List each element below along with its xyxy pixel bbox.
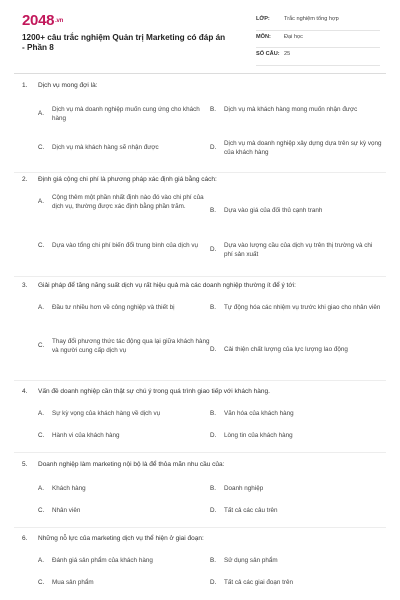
option-c[interactable] (38, 242, 210, 251)
question-number: 5. (22, 461, 28, 468)
option-text: Tự động hóa các nhiệm vụ trước khi giao cho nhân viên (224, 304, 381, 311)
option-letter: C. (38, 507, 45, 514)
logo-text: 2048 (22, 12, 55, 29)
option-letter: A. (38, 110, 44, 118)
option-text: Sự kỳ vọng của khách hàng về dịch vụ (52, 410, 161, 417)
option-text: Mua sản phẩm (52, 579, 94, 586)
option-d[interactable] (210, 432, 382, 441)
option-letter: C. (38, 579, 45, 586)
document-title: 1200+ câu trắc nghiệm Quản trị Marketing có đáp án - Phần 8 (22, 33, 226, 52)
option-b[interactable] (210, 304, 382, 313)
option-text: Doanh nghiệp (224, 485, 264, 492)
option-letter: D. (210, 144, 217, 152)
question-text: Định giá cộng chi phí là phương pháp xác định giá bằng cách: (38, 176, 217, 183)
option-a[interactable] (38, 557, 210, 566)
option-letter: B. (210, 304, 216, 311)
question-text: Vấn đề doanh nghiệp cần thật sự chú ý trong quá trình giao tiếp với khách hàng. (38, 388, 270, 395)
question-divider (14, 527, 386, 528)
option-text: Cải thiện chất lượng của lực lượng lao động (224, 346, 348, 353)
question-number: 1. (22, 82, 28, 89)
option-text: Thay đổi phương thức tác động qua lại giữa khách hàng và người cung cấp dịch vụ (52, 338, 210, 354)
question-number: 6. (22, 535, 28, 542)
meta-label: MÔN: (256, 33, 271, 40)
option-text: Tất cả các giai đoạn trên (224, 579, 293, 586)
option-letter: A. (38, 557, 44, 564)
option-text: Khách hàng (52, 485, 86, 492)
option-letter: C. (38, 242, 45, 249)
option-a[interactable] (38, 106, 210, 123)
option-c[interactable] (38, 507, 210, 516)
question-header (22, 82, 382, 90)
option-text: Dựa vào tổng chi phí biến đổi trung bình của dịch vụ (52, 242, 198, 249)
question-header (22, 461, 382, 469)
option-b[interactable] (210, 410, 382, 419)
option-letter: B. (210, 557, 216, 564)
meta-label: SỐ CÂU: (256, 51, 280, 57)
option-letter: C. (38, 432, 45, 439)
option-text: Dịch vụ mà doanh nghiệp xây dựng dựa trên sự kỳ vọng của khách hàng (224, 140, 382, 156)
option-a[interactable] (38, 410, 210, 419)
option-letter: B. (210, 410, 216, 417)
question-divider (14, 380, 386, 381)
option-text: Nhân viên (52, 507, 81, 514)
option-text: Văn hóa của khách hàng (224, 410, 294, 417)
option-letter: D. (210, 346, 217, 353)
option-text: Lòng tin của khách hàng (224, 432, 293, 439)
question-text: Giải pháp để tăng năng suất dịch vụ rất hiệu quả mà các doanh nghiệp thường ít để ý tới: (38, 282, 296, 289)
option-letter: D. (210, 507, 217, 514)
option-letter: B. (210, 485, 216, 492)
option-text: Dựa vào lượng cầu của dịch vụ trên thị trường và chi phí sản xuất (224, 242, 373, 258)
question-number: 2. (22, 176, 28, 183)
question-divider (14, 172, 386, 173)
option-b[interactable] (210, 557, 382, 566)
option-c[interactable] (38, 338, 210, 355)
question-divider (14, 452, 386, 453)
option-d[interactable] (210, 242, 382, 259)
option-text: Đánh giá sản phẩm của khách hàng (52, 557, 153, 564)
option-letter: A. (38, 304, 44, 311)
option-text: Dịch vụ mà khách hàng mong muốn nhận được (224, 106, 358, 113)
option-d[interactable] (210, 140, 382, 157)
option-letter: D. (210, 246, 217, 254)
meta-value: 25 (284, 51, 291, 57)
option-letter: D. (210, 579, 217, 586)
option-a[interactable] (38, 485, 210, 494)
option-letter: A. (38, 485, 44, 492)
question-header (22, 535, 382, 543)
option-letter: B. (210, 106, 216, 113)
option-a[interactable] (38, 194, 210, 211)
option-letter: A. (38, 410, 44, 417)
option-text: Hành vi của khách hàng (52, 432, 120, 439)
option-b[interactable] (210, 207, 382, 216)
option-d[interactable] (210, 507, 382, 516)
option-c[interactable] (38, 579, 210, 588)
option-text: Tất cả các câu trên (224, 507, 278, 514)
meta-value: Trắc nghiệm tổng hợp (284, 16, 339, 22)
logo-suffix: .vn (55, 18, 63, 25)
question-text: Doanh nghiệp làm marketing nội bộ là để thỏa mãn nhu cầu của: (38, 461, 225, 468)
document-meta (256, 16, 380, 69)
option-text: Dựa vào giá của đối thủ cạnh tranh (224, 207, 323, 214)
header-divider (14, 73, 386, 74)
option-b[interactable] (210, 485, 382, 494)
question-header (22, 282, 382, 290)
option-letter: C. (38, 342, 45, 350)
question-number: 3. (22, 282, 28, 289)
option-d[interactable] (210, 579, 382, 588)
question-text: Dịch vụ mong đợi là: (38, 82, 98, 89)
option-a[interactable] (38, 304, 210, 313)
question-text: Những nỗ lực của marketing dịch vụ thể hiện ở giai đoạn: (38, 535, 204, 542)
meta-row-count (256, 51, 380, 66)
option-text: Dịch vụ mà doanh nghiệp muốn cung ứng cho khách hàng (52, 106, 200, 122)
option-text: Sử dụng sản phẩm (224, 557, 278, 564)
option-letter: C. (38, 144, 45, 151)
question-divider (14, 276, 386, 277)
option-c[interactable] (38, 144, 210, 153)
option-b[interactable] (210, 106, 382, 115)
option-letter: B. (210, 207, 216, 214)
meta-value: Đại học (284, 33, 303, 40)
option-c[interactable] (38, 432, 210, 441)
question-header (22, 388, 382, 396)
option-text: Đầu tư nhiều hơn về công nghiệp và thiết bị (52, 304, 175, 311)
option-text: Dịch vụ mà khách hàng sẽ nhận được (52, 144, 159, 151)
option-d[interactable] (210, 346, 382, 355)
question-header (22, 176, 382, 184)
option-letter: A. (38, 198, 44, 206)
option-letter: D. (210, 432, 217, 439)
meta-row-class (256, 16, 380, 31)
question-number: 4. (22, 388, 28, 395)
site-logo[interactable] (22, 12, 63, 29)
page-header (0, 0, 400, 68)
option-text: Cộng thêm một phần nhất định nào đó vào chi phí của dịch vụ, thường được xác định bằng phần trăm. (52, 194, 204, 210)
meta-label: LỚP: (256, 16, 270, 22)
meta-row-subject (256, 34, 380, 49)
